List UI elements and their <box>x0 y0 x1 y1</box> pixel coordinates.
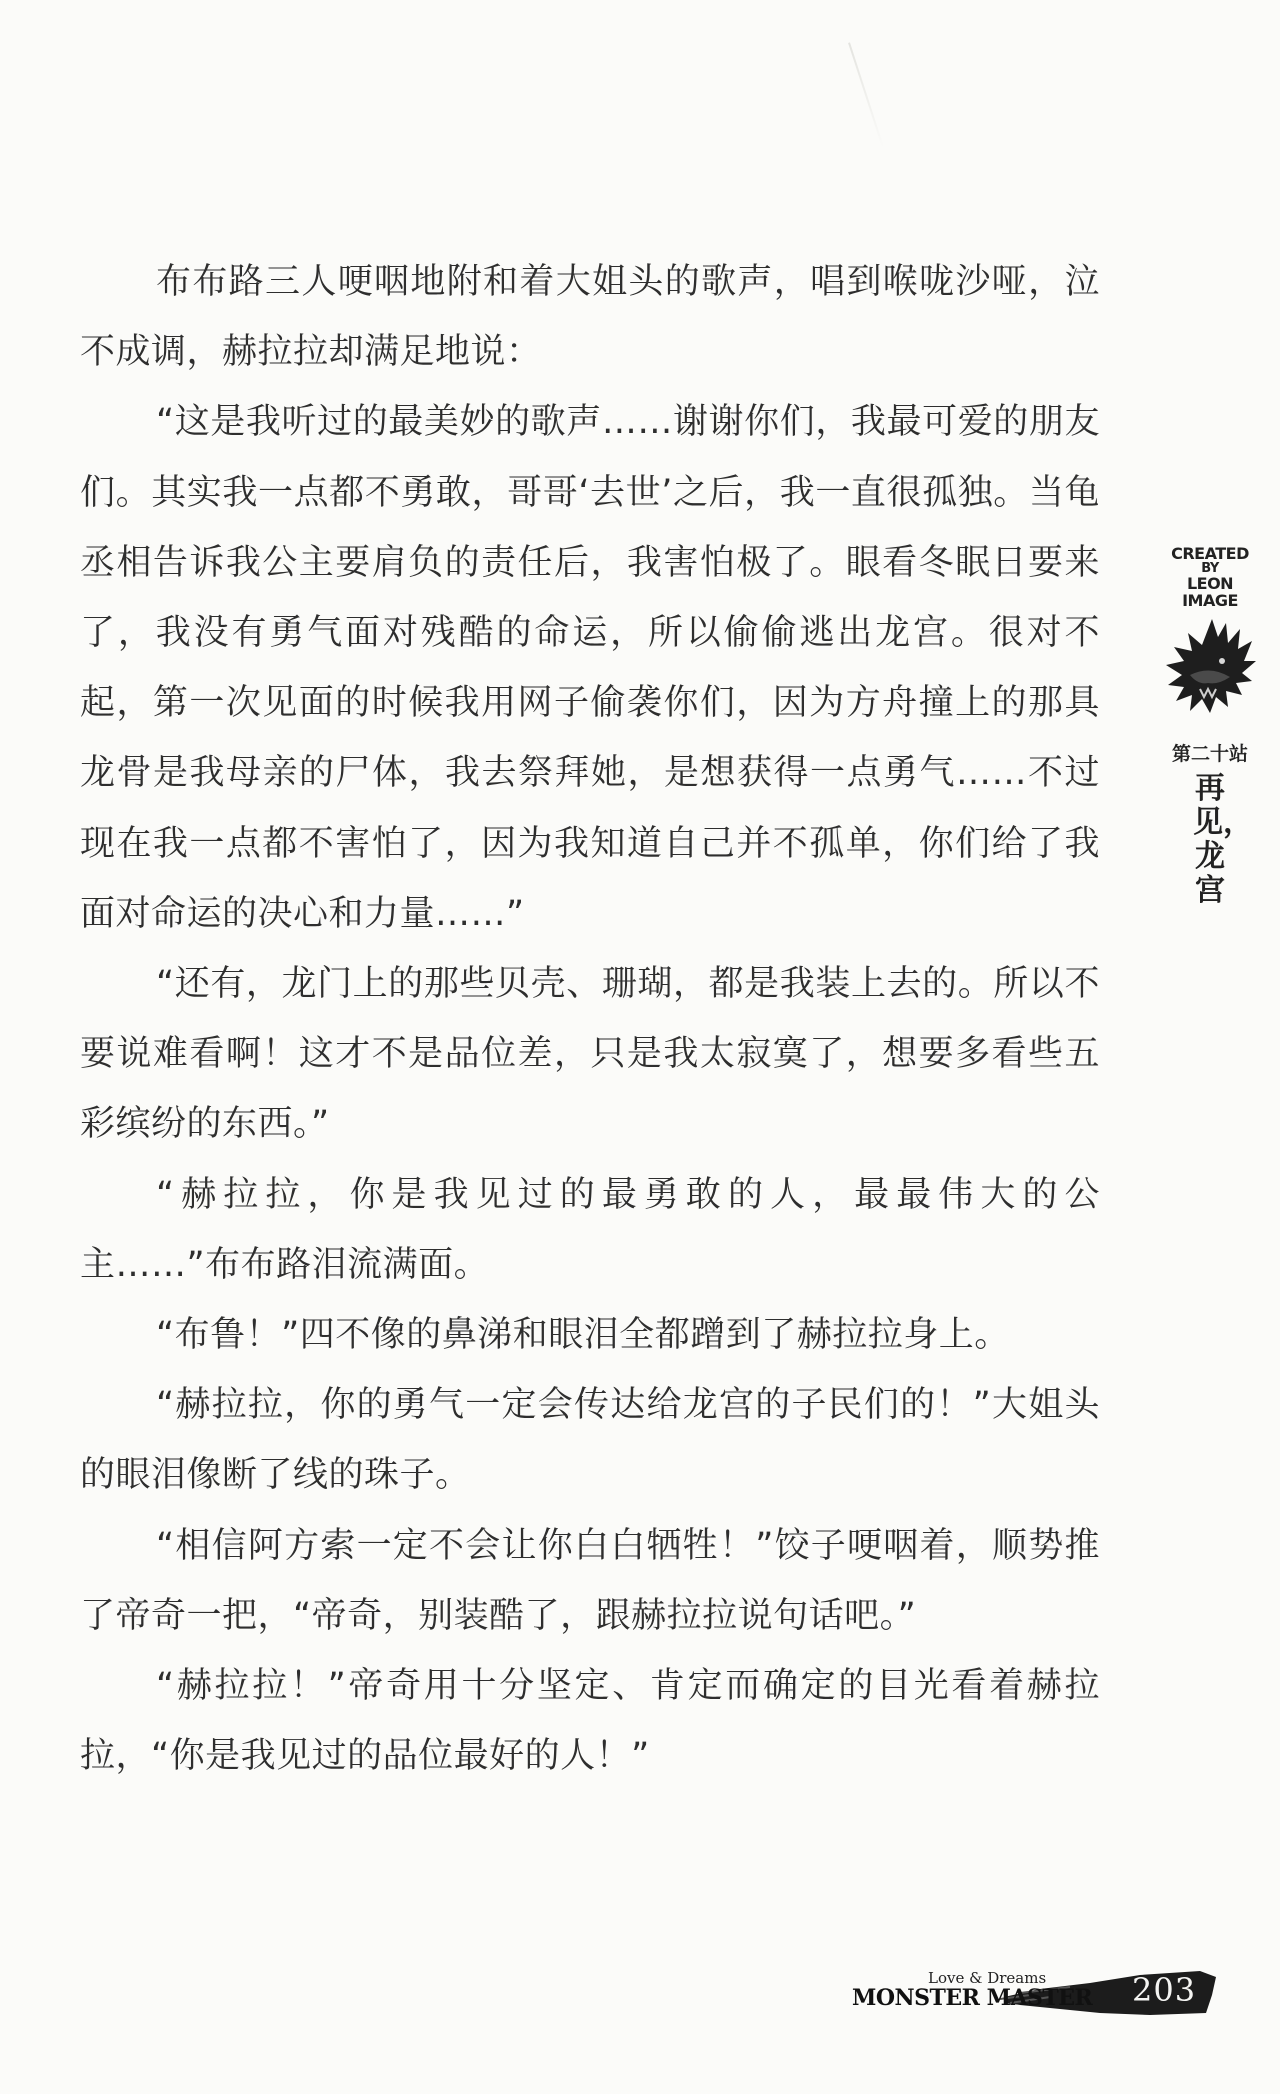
paragraph: “赫拉拉！”帝奇用十分坚定、肯定而确定的目光看着赫拉拉，“你是我见过的品位最好的人！” <box>80 1666 1100 1777</box>
paragraph: “赫拉拉，你的勇气一定会传达给龙宫的子民们的！”大姐头的眼泪像断了线的珠子。 <box>80 1385 1100 1496</box>
chapter-sidebar <box>1160 545 1260 908</box>
credit-line: CREATED <box>1171 544 1249 563</box>
chapter-title: 再见，龙宫 <box>1193 771 1253 908</box>
page-footer <box>850 1965 1220 2025</box>
chapter-number: 第二十站 <box>1171 743 1248 765</box>
credit-line: LEON <box>1186 574 1234 593</box>
series-tagline: Love & Dreams <box>928 1969 1047 1987</box>
paragraph: “相信阿方索一定不会让你白白牺牲！”饺子哽咽着，顺势推了帝奇一把，“帝奇，别装酷了，跟赫拉拉说句话吧。” <box>80 1525 1100 1636</box>
body-text <box>80 247 1100 1791</box>
paragraph: “赫拉拉，你是我见过的最勇敢的人，最最伟大的公主……”布布路泪流满面。 <box>80 1174 1100 1285</box>
credit-line: BY <box>1201 561 1219 576</box>
paragraph: “布鲁！”四不像的鼻涕和眼泪全都蹭到了赫拉拉身上。 <box>156 1315 1010 1356</box>
paragraph: 布布路三人哽咽地附和着大姐头的歌声，唱到喉咙沙哑，泣不成调，赫拉拉却满足地说： <box>80 262 1100 373</box>
paragraph: “这是我听过的最美妙的歌声……谢谢你们，我最可爱的朋友们。其实我一点都不勇敢，哥哥‘去世’之后，我一直很孤独。当龟丞相告诉我公主要肩负的责任后，我害怕极了。眼看冬眠日要来了，我没有勇气面对残酷的命运，所以偷偷逃出龙宫。很对不起，第一次见面的时候我用网子偷袭你们，因为方舟撞上的那具龙骨是我母亲的尸体，我去祭拜她，是想获得一点勇气……不过现在我一点都不害怕了，因为我知道自己并不孤单，你们给了我面对命运的决心和力量……” <box>80 402 1100 934</box>
dragon-head-icon <box>1160 615 1260 725</box>
credit-logo-text <box>1160 545 1260 609</box>
scan-mark <box>848 42 884 147</box>
series-title: MONSTER MASTER <box>852 1985 1093 2011</box>
paragraph: “还有，龙门上的那些贝壳、珊瑚，都是我装上去的。所以不要说难看啊！这才不是品位差，只是我太寂寞了，想要多看些五彩缤纷的东西。” <box>80 964 1100 1145</box>
page-number: 203 <box>1132 1971 1197 2009</box>
credit-line: IMAGE <box>1182 591 1238 610</box>
